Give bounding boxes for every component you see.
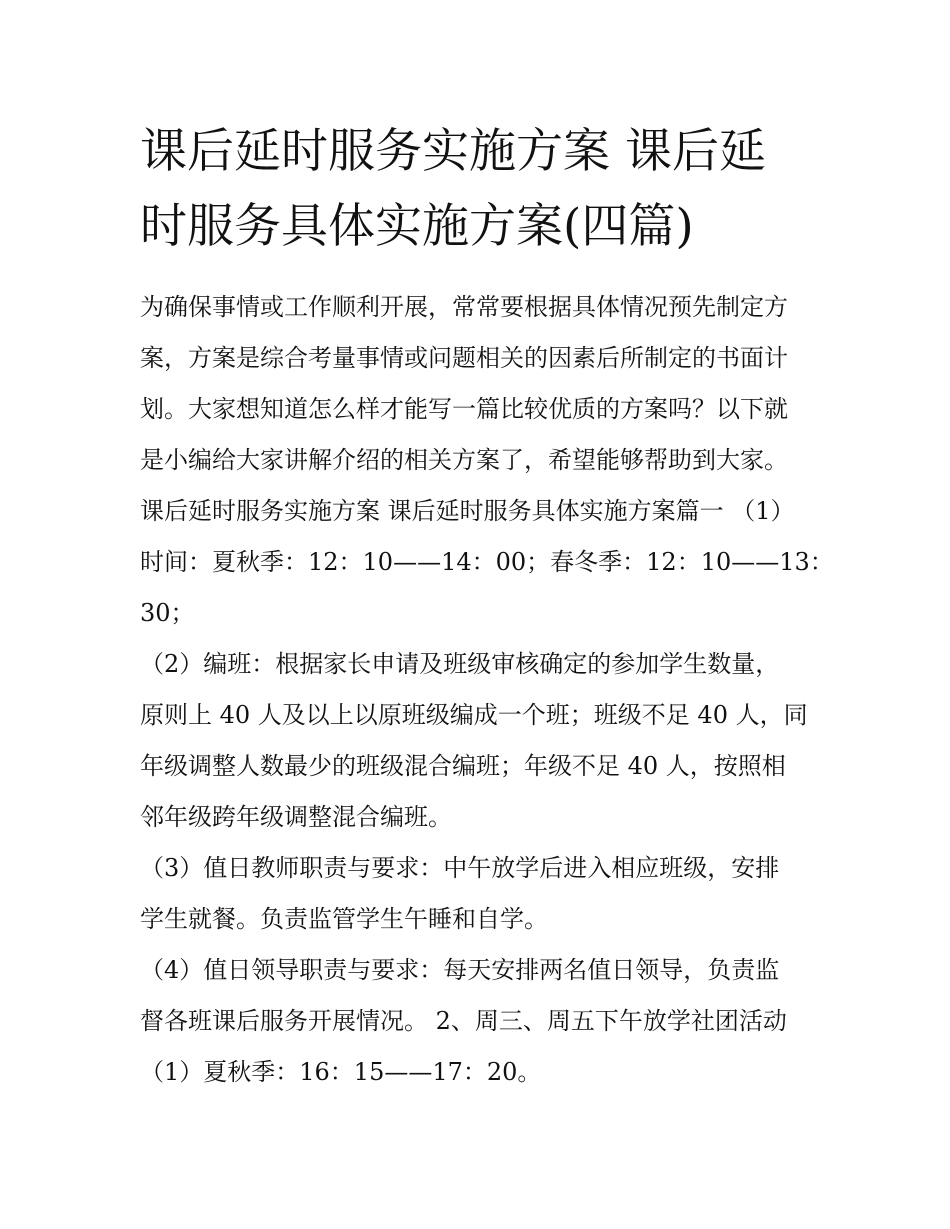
body-line: （1）夏秋季：16：15——17：20。	[140, 1058, 542, 1086]
body-line: 30；	[140, 599, 195, 627]
document-title	[140, 114, 830, 264]
body-line: 划。大家想知道怎么样才能写一篇比较优质的方案吗？以下就	[140, 395, 788, 423]
body-line: 督各班课后服务开展情况。 2、周三、周五下午放学社团活动	[140, 1007, 787, 1035]
body-line: 为确保事情或工作顺利开展，常常要根据具体情况预先制定方	[140, 293, 788, 321]
body-line: 是小编给大家讲解介绍的相关方案了，希望能够帮助到大家。	[140, 446, 788, 474]
body-line: 邻年级跨年级调整混合编班。	[140, 803, 452, 831]
body-line: 年级调整人数最少的班级混合编班；年级不足 40 人，按照相	[140, 752, 786, 780]
body-line: （4）值日领导职责与要求：每天安排两名值日领导，负责监	[140, 956, 780, 984]
body-line: 原则上 40 人及以上以原班级编成一个班；班级不足 40 人，同	[140, 701, 808, 729]
body-line: 学生就餐。负责监管学生午睡和自学。	[140, 905, 548, 933]
title-line-1: 课后延时服务实施方案 课后延	[140, 124, 766, 179]
document-body	[140, 282, 840, 1098]
body-line: 案，方案是综合考量事情或问题相关的因素后所制定的书面计	[140, 344, 788, 372]
body-line: 时间：夏秋季：12：10——14：00；春冬季：12：10——13：	[140, 548, 834, 576]
body-line: （2）编班：根据家长申请及班级审核确定的参加学生数量，	[140, 650, 780, 678]
body-line: （3）值日教师职责与要求：中午放学后进入相应班级，安排	[140, 854, 780, 882]
body-line: 课后延时服务实施方案 课后延时服务具体实施方案篇一 （1）	[140, 497, 795, 525]
title-line-2: 时服务具体实施方案(四篇)	[140, 199, 694, 254]
